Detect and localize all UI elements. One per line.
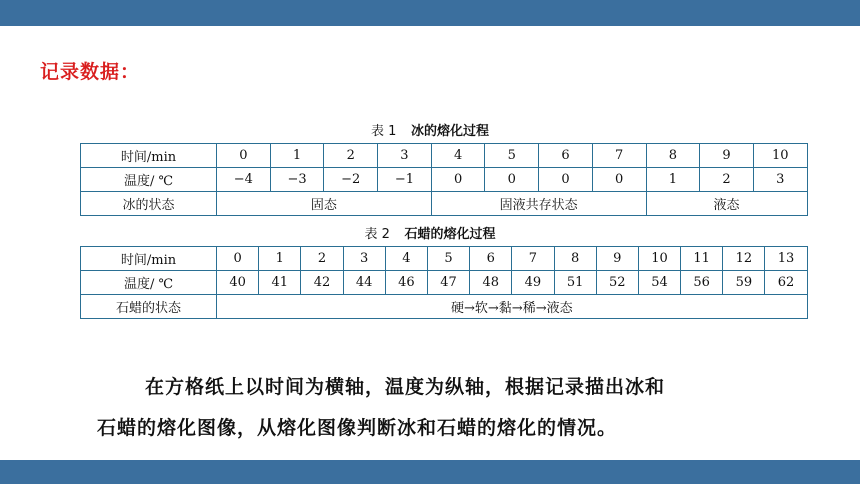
time-cell: 13 xyxy=(765,247,807,271)
table2-caption-title: 石蜡的熔化过程 xyxy=(404,227,496,242)
temperature-cell: −2 xyxy=(324,168,378,192)
temperature-cell: −4 xyxy=(217,168,271,192)
table-row xyxy=(81,144,808,168)
time-cell: 2 xyxy=(324,144,378,168)
table-row xyxy=(81,271,808,295)
temperature-cell: 51 xyxy=(554,271,596,295)
time-cell: 5 xyxy=(485,144,539,168)
temperature-cell: 46 xyxy=(385,271,427,295)
state-cell: 固态 xyxy=(217,192,432,216)
time-cell: 7 xyxy=(512,247,554,271)
time-cell: 1 xyxy=(270,144,324,168)
temperature-cell: 48 xyxy=(470,271,512,295)
temperature-cell: 54 xyxy=(638,271,680,295)
time-cell: 11 xyxy=(681,247,723,271)
time-cell: 4 xyxy=(385,247,427,271)
temperature-cell: 41 xyxy=(259,271,301,295)
row-label-state: 冰的状态 xyxy=(81,192,217,216)
state-cell: 液态 xyxy=(646,192,807,216)
temperature-cell: 0 xyxy=(485,168,539,192)
time-cell: 0 xyxy=(217,247,259,271)
table2-caption-number: 表 2 xyxy=(364,227,390,242)
time-cell: 10 xyxy=(638,247,680,271)
time-cell: 0 xyxy=(217,144,271,168)
row-label-time: 时间/min xyxy=(81,144,217,168)
time-cell: 9 xyxy=(596,247,638,271)
time-cell: 2 xyxy=(301,247,343,271)
table-row xyxy=(81,295,808,319)
temperature-cell: 0 xyxy=(431,168,485,192)
temperature-cell: 56 xyxy=(681,271,723,295)
temperature-cell: 44 xyxy=(343,271,385,295)
time-cell: 8 xyxy=(554,247,596,271)
state-cell: 固液共存状态 xyxy=(431,192,646,216)
table-row xyxy=(81,168,808,192)
temperature-cell: 47 xyxy=(427,271,469,295)
temperature-cell: 2 xyxy=(700,168,754,192)
row-label-temperature: 温度/ ℃ xyxy=(81,168,217,192)
table1-caption-title: 冰的熔化过程 xyxy=(410,124,489,139)
table-row xyxy=(81,247,808,271)
time-cell: 6 xyxy=(539,144,593,168)
paraffin-state-cell: 硬→软→黏→稀→液态 xyxy=(217,295,808,319)
time-cell: 9 xyxy=(700,144,754,168)
time-cell: 6 xyxy=(470,247,512,271)
instruction-line-1: 在方格纸上以时间为横轴，温度为纵轴，根据记录描出冰和 xyxy=(145,376,666,398)
time-cell: 5 xyxy=(427,247,469,271)
top-banner xyxy=(0,0,860,26)
ice-melting-table xyxy=(80,143,808,216)
instruction-line-2: 石蜡的熔化图像，从熔化图像判断冰和石蜡的熔化的情况。 xyxy=(97,417,618,439)
time-cell: 3 xyxy=(343,247,385,271)
table-row xyxy=(81,192,808,216)
time-cell: 12 xyxy=(723,247,765,271)
temperature-cell: 1 xyxy=(646,168,700,192)
temperature-cell: −3 xyxy=(270,168,324,192)
time-cell: 3 xyxy=(378,144,432,168)
temperature-cell: 0 xyxy=(592,168,646,192)
paraffin-melting-table xyxy=(80,246,808,319)
row-label-temperature: 温度/ ℃ xyxy=(81,271,217,295)
temperature-cell: 49 xyxy=(512,271,554,295)
row-label-state: 石蜡的状态 xyxy=(81,295,217,319)
time-cell: 8 xyxy=(646,144,700,168)
table1-caption-number: 表 1 xyxy=(371,124,397,139)
temperature-cell: 40 xyxy=(217,271,259,295)
temperature-cell: −1 xyxy=(378,168,432,192)
table1-caption xyxy=(0,120,860,139)
time-cell: 10 xyxy=(753,144,807,168)
temperature-cell: 3 xyxy=(753,168,807,192)
section-heading: 记录数据： xyxy=(40,61,141,83)
table2-caption xyxy=(0,223,860,242)
temperature-cell: 0 xyxy=(539,168,593,192)
temperature-cell: 62 xyxy=(765,271,807,295)
temperature-cell: 52 xyxy=(596,271,638,295)
time-cell: 4 xyxy=(431,144,485,168)
time-cell: 7 xyxy=(592,144,646,168)
temperature-cell: 42 xyxy=(301,271,343,295)
row-label-time: 时间/min xyxy=(81,247,217,271)
temperature-cell: 59 xyxy=(723,271,765,295)
time-cell: 1 xyxy=(259,247,301,271)
bottom-banner xyxy=(0,460,860,484)
